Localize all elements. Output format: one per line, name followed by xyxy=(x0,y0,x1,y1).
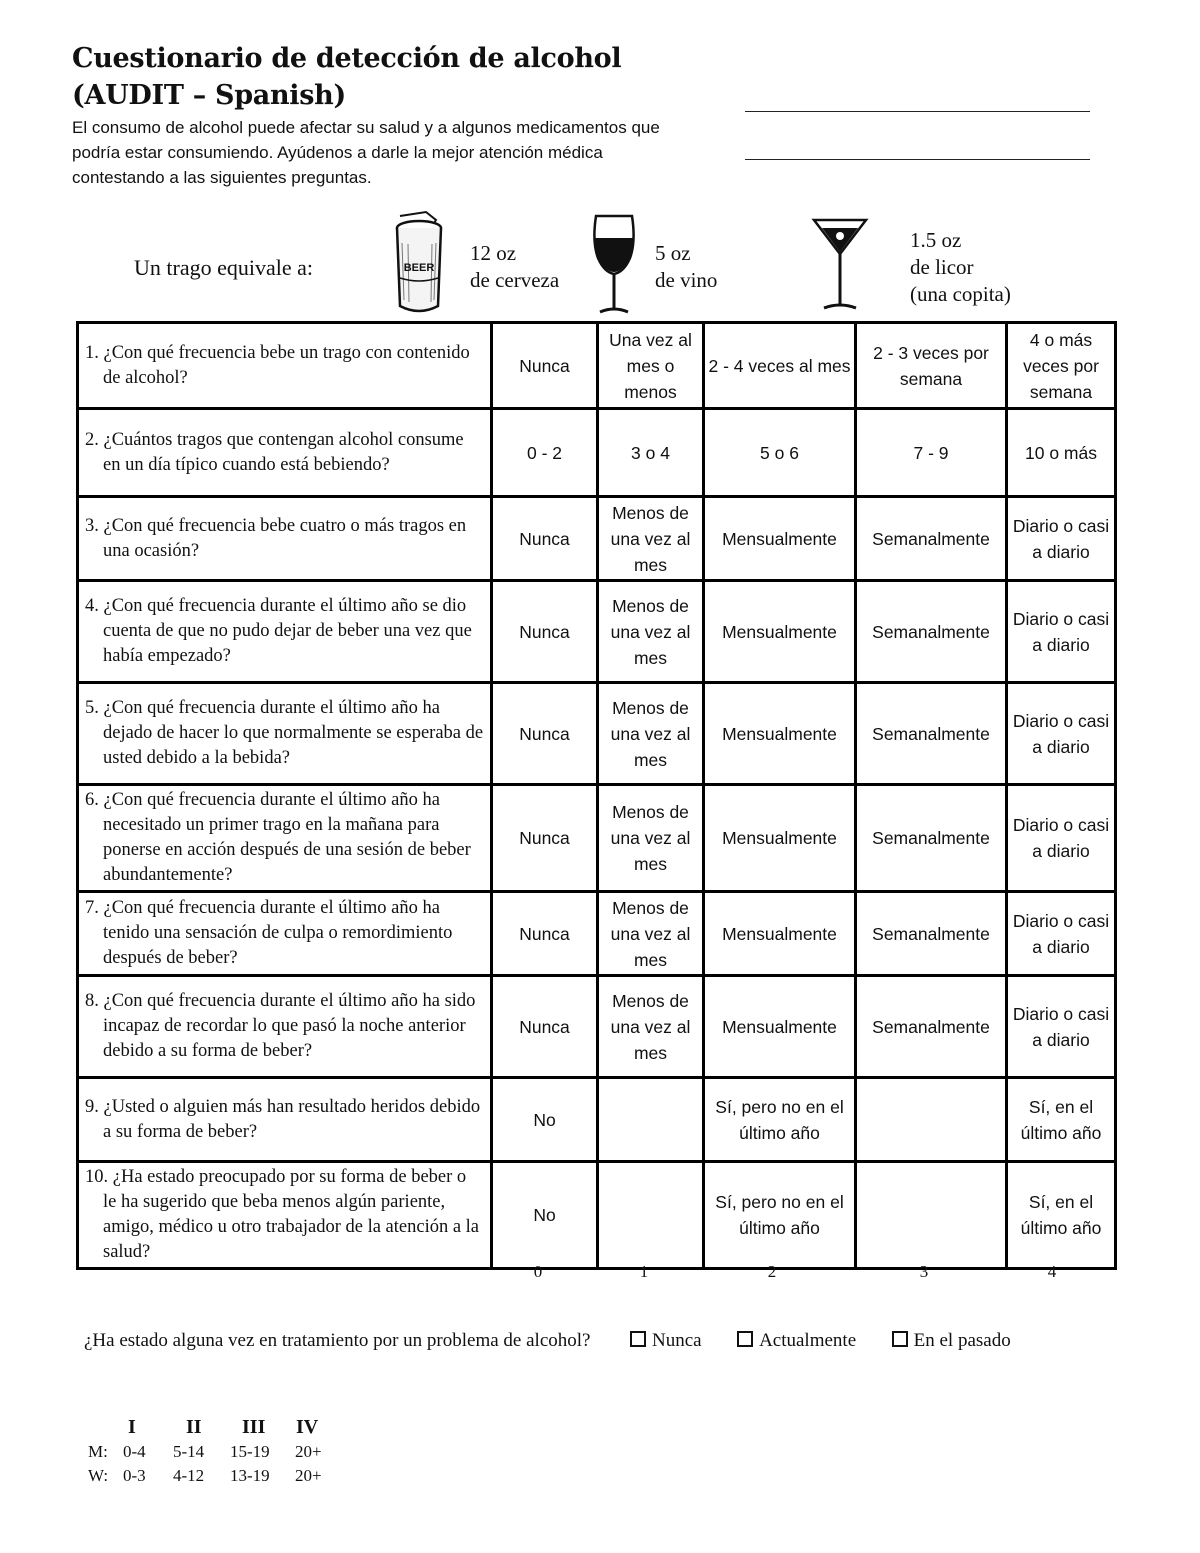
question-text: 7. ¿Con qué frecuencia durante el último año ha tenido una sensación de culpa o remordimiento después de beber? xyxy=(85,898,453,968)
level-header: II xyxy=(186,1416,202,1438)
score-value: 4 xyxy=(1047,1262,1057,1281)
question-text-cell xyxy=(78,581,492,683)
answer-option-2[interactable]: Sí, pero no en el último año xyxy=(704,1162,856,1269)
question-text-cell xyxy=(78,323,492,409)
answer-option-3[interactable]: Semanalmente xyxy=(856,497,1007,581)
answer-option-2[interactable]: Mensualmente xyxy=(704,683,856,785)
answer-option-0[interactable]: No xyxy=(492,1162,598,1269)
title-line-2: (AUDIT – Spanish) xyxy=(72,80,346,111)
level-value: 20+ xyxy=(295,1442,322,1461)
question-text: 8. ¿Con qué frecuencia durante el último año ha sido incapaz de recordar lo que pasó la noche anterior debido a su forma de beber? xyxy=(85,991,476,1061)
answer-option-0[interactable]: Nunca xyxy=(492,497,598,581)
answer-option-1[interactable] xyxy=(598,1078,704,1162)
answer-option-4[interactable]: Diario o casi a diario xyxy=(1007,892,1116,976)
level-value: 20+ xyxy=(295,1466,322,1485)
level-row-label: W: xyxy=(88,1466,109,1485)
answer-option-4[interactable]: 10 o más xyxy=(1007,409,1116,497)
level-value: 15-19 xyxy=(230,1442,270,1461)
question-row xyxy=(78,581,1116,683)
question-text-cell xyxy=(78,1162,492,1269)
answer-option-1[interactable]: Menos de una vez al mes xyxy=(598,892,704,976)
answer-option-0[interactable]: Nunca xyxy=(492,976,598,1078)
answer-option-3[interactable]: Semanalmente xyxy=(856,976,1007,1078)
beer-can-label: BEER xyxy=(403,262,435,274)
question-row xyxy=(78,1162,1116,1269)
level-value: 0-4 xyxy=(123,1442,146,1461)
beer-can-icon xyxy=(388,208,450,320)
liquor-equivalent-text: 1.5 oz de licor (una copita) xyxy=(910,228,1011,306)
answer-option-3[interactable] xyxy=(856,1162,1007,1269)
treatment-option-pasado[interactable] xyxy=(892,1330,1011,1351)
beer-equivalent-text: 12 oz de cerveza xyxy=(470,241,560,292)
answer-option-3[interactable]: Semanalmente xyxy=(856,683,1007,785)
answer-option-1[interactable]: Menos de una vez al mes xyxy=(598,683,704,785)
answer-option-0[interactable]: Nunca xyxy=(492,892,598,976)
checkbox-actualmente[interactable] xyxy=(737,1331,753,1347)
level-value: 0-3 xyxy=(123,1466,146,1485)
answer-option-1[interactable]: Una vez al mes o menos xyxy=(598,323,704,409)
answer-option-0[interactable]: Nunca xyxy=(492,683,598,785)
question-row xyxy=(78,976,1116,1078)
question-text-cell xyxy=(78,976,492,1078)
level-row-label: M: xyxy=(88,1442,108,1461)
answer-option-4[interactable]: Diario o casi a diario xyxy=(1007,497,1116,581)
answer-option-1[interactable]: Menos de una vez al mes xyxy=(598,581,704,683)
signature-line[interactable] xyxy=(745,111,1090,112)
wine-equivalent-text: 5 oz de vino xyxy=(655,241,718,292)
answer-option-4[interactable]: 4 o más veces por semana xyxy=(1007,323,1116,409)
treatment-option-label: En el pasado xyxy=(913,1330,1011,1351)
treatment-option-label: Nunca xyxy=(651,1330,702,1351)
question-text-cell xyxy=(78,683,492,785)
page-title xyxy=(72,40,621,114)
answer-option-3[interactable] xyxy=(856,1078,1007,1162)
treatment-option-actualmente[interactable] xyxy=(737,1330,856,1351)
answer-option-3[interactable]: 7 - 9 xyxy=(856,409,1007,497)
level-value: 13-19 xyxy=(230,1466,270,1485)
score-value: 2 xyxy=(767,1262,777,1281)
answer-option-2[interactable]: Mensualmente xyxy=(704,785,856,892)
answer-option-2[interactable]: Mensualmente xyxy=(704,581,856,683)
answer-option-1[interactable] xyxy=(598,1162,704,1269)
answer-option-0[interactable]: No xyxy=(492,1078,598,1162)
answer-option-1[interactable]: Menos de una vez al mes xyxy=(598,785,704,892)
question-text: 9. ¿Usted o alguien más han resultado heridos debido a su forma de beber? xyxy=(85,1096,481,1142)
level-header: IV xyxy=(296,1416,319,1438)
question-text: 4. ¿Con qué frecuencia durante el último año se dio cuenta de que no pudo dejar de beber una vez que había empezado? xyxy=(85,596,472,666)
treatment-option-nunca[interactable] xyxy=(630,1330,702,1351)
answer-option-2[interactable]: Sí, pero no en el último año xyxy=(704,1078,856,1162)
date-line[interactable] xyxy=(745,159,1090,160)
question-text-cell xyxy=(78,892,492,976)
intro-text: El consumo de alcohol puede afectar su salud y a algunos medicamentos que podría estar consumiendo. Ayúdenos a darle la mejor atención médica contestando a las siguientes preguntas. xyxy=(72,118,660,187)
answer-option-3[interactable]: 2 - 3 veces por semana xyxy=(856,323,1007,409)
answer-option-0[interactable]: Nunca xyxy=(492,323,598,409)
answer-option-2[interactable]: 2 - 4 veces al mes xyxy=(704,323,856,409)
level-value: 5-14 xyxy=(173,1442,205,1461)
answer-option-2[interactable]: Mensualmente xyxy=(704,497,856,581)
question-row xyxy=(78,1078,1116,1162)
answer-option-1[interactable]: Menos de una vez al mes xyxy=(598,976,704,1078)
level-header: I xyxy=(128,1416,136,1438)
question-text: 10. ¿Ha estado preocupado por su forma de beber o le ha sugerido que beba menos algún pariente, amigo, médico u otro trabajador de la atención a la salud? xyxy=(85,1167,480,1262)
answer-option-3[interactable]: Semanalmente xyxy=(856,785,1007,892)
question-text-cell xyxy=(78,497,492,581)
question-row xyxy=(78,892,1116,976)
question-text: 3. ¿Con qué frecuencia bebe cuatro o más tragos en una ocasión? xyxy=(85,515,467,561)
score-value: 1 xyxy=(639,1262,649,1281)
treatment-question: ¿Ha estado alguna vez en tratamiento por un problema de alcohol? xyxy=(84,1330,591,1351)
checkbox-nunca[interactable] xyxy=(630,1331,646,1347)
question-text: 1. ¿Con qué frecuencia bebe un trago con contenido de alcohol? xyxy=(85,342,470,388)
question-text-cell xyxy=(78,1078,492,1162)
question-text: 2. ¿Cuántos tragos que contengan alcohol consume en un día típico cuando está bebiendo? xyxy=(85,429,464,475)
answer-option-4[interactable]: Diario o casi a diario xyxy=(1007,785,1116,892)
answer-option-4[interactable]: Diario o casi a diario xyxy=(1007,683,1116,785)
treatment-question-row xyxy=(84,1328,1011,1354)
answer-option-2[interactable]: 5 o 6 xyxy=(704,409,856,497)
checkbox-en-el-pasado[interactable] xyxy=(892,1331,908,1347)
question-text: 5. ¿Con qué frecuencia durante el último año ha dejado de hacer lo que normalmente se esperaba de usted debido a la bebida? xyxy=(85,698,484,768)
answer-option-3[interactable]: Semanalmente xyxy=(856,892,1007,976)
title-line-1: Cuestionario de detección de alcohol xyxy=(72,43,622,74)
drink-equivalent-label: Un trago equivale a: xyxy=(134,255,313,280)
answer-option-1[interactable]: 3 o 4 xyxy=(598,409,704,497)
score-value: 3 xyxy=(919,1262,929,1281)
question-row xyxy=(78,323,1116,409)
question-row xyxy=(78,497,1116,581)
question-row xyxy=(78,785,1116,892)
answer-option-2[interactable]: Mensualmente xyxy=(704,976,856,1078)
audit-table xyxy=(76,321,1117,1270)
question-row xyxy=(78,683,1116,785)
answer-option-2[interactable]: Mensualmente xyxy=(704,892,856,976)
answer-option-1[interactable]: Menos de una vez al mes xyxy=(598,497,704,581)
answer-option-4[interactable]: Diario o casi a diario xyxy=(1007,581,1116,683)
wine-glass-icon xyxy=(590,212,638,318)
question-text-cell xyxy=(78,409,492,497)
treatment-option-label: Actualmente xyxy=(759,1330,857,1351)
question-row xyxy=(78,409,1116,497)
cocktail-glass-icon xyxy=(810,216,870,314)
answer-option-4[interactable]: Sí, en el último año xyxy=(1007,1162,1116,1269)
score-value: 0 xyxy=(533,1262,543,1281)
answer-option-0[interactable]: Nunca xyxy=(492,581,598,683)
question-text-cell xyxy=(78,785,492,892)
answer-option-3[interactable]: Semanalmente xyxy=(856,581,1007,683)
level-header: III xyxy=(242,1416,266,1438)
answer-option-4[interactable]: Sí, en el último año xyxy=(1007,1078,1116,1162)
answer-option-0[interactable]: 0 - 2 xyxy=(492,409,598,497)
question-text: 6. ¿Con qué frecuencia durante el último año ha necesitado un primer trago en la mañana para ponerse en acción después de una sesión de beber abundantemente? xyxy=(85,790,471,885)
answer-option-0[interactable]: Nunca xyxy=(492,785,598,892)
level-value: 4-12 xyxy=(173,1466,205,1485)
answer-option-4[interactable]: Diario o casi a diario xyxy=(1007,976,1116,1078)
